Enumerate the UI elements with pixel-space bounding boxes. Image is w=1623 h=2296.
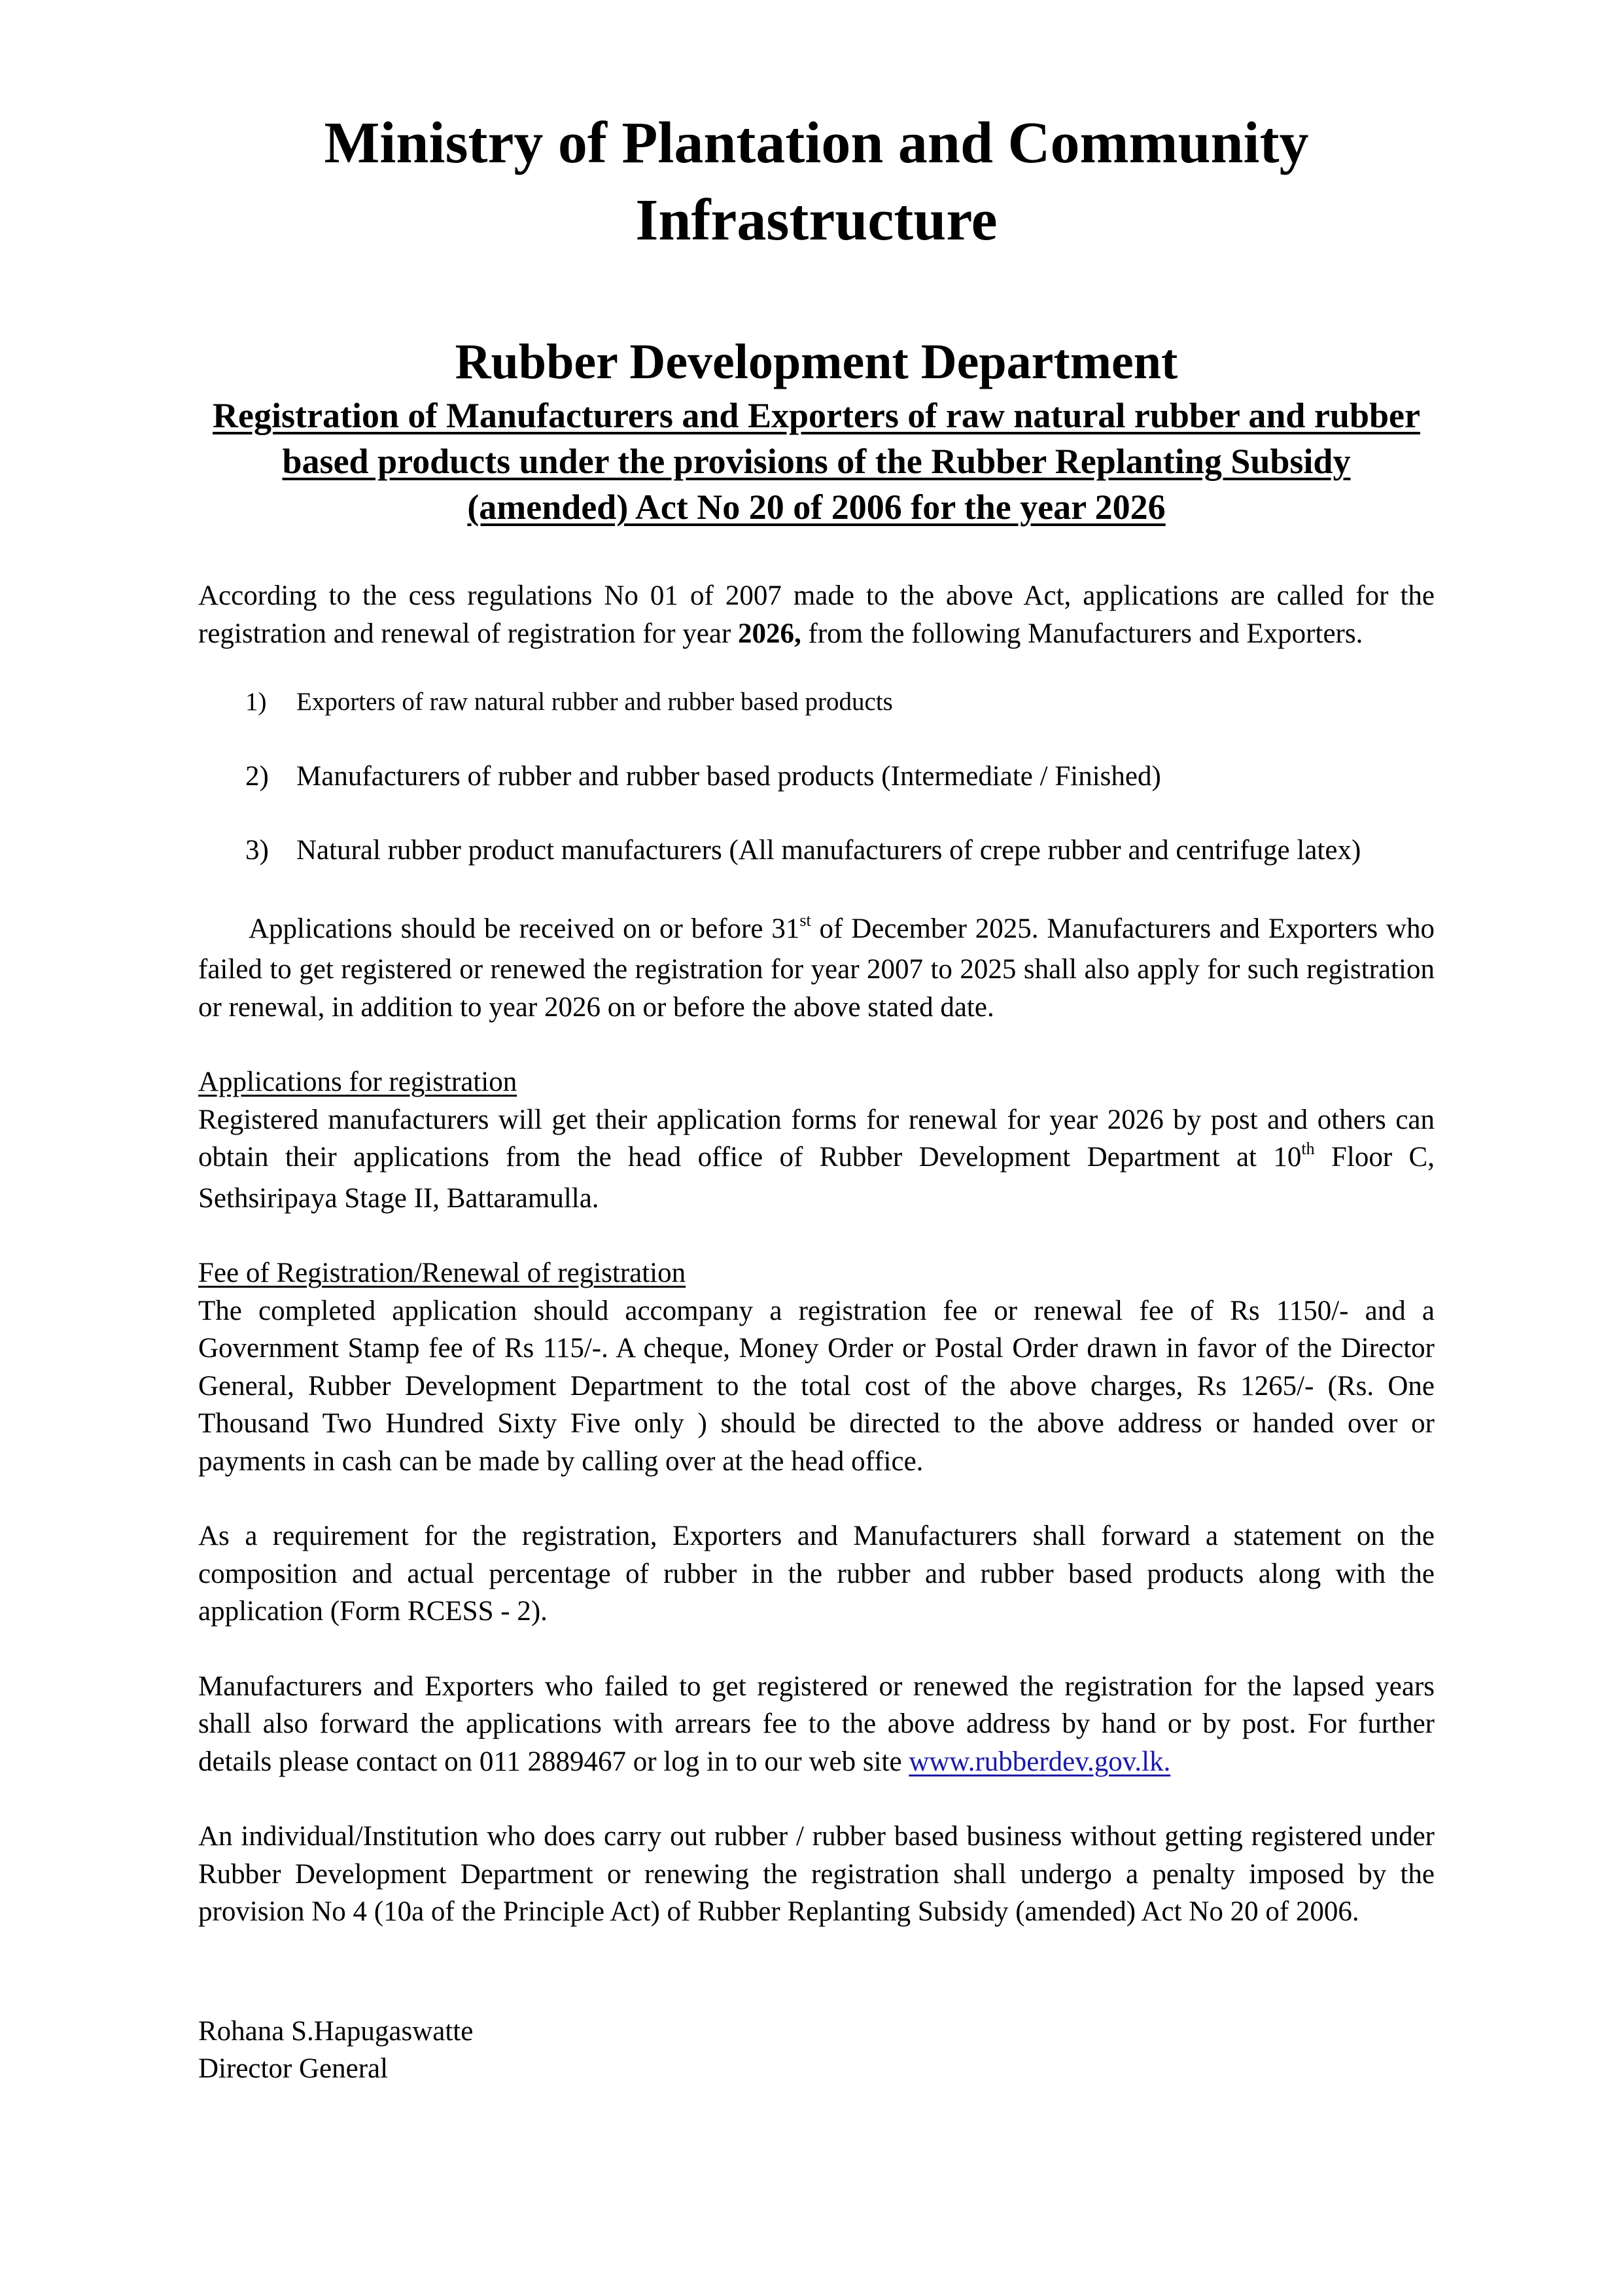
- notice-document: [198, 105, 1435, 2088]
- deadline-paragraph: Applications should be received on or before 31st of December 2025. Manufacturers and Exporters who failed to get registered or renewed the registration for year 2007 to 2025 shall also apply for such registration or renewal, in addition to year 2026 on or before the above stated date.: [198, 910, 1435, 1023]
- requirement-paragraph: As a requirement for the registration, Exporters and Manufacturers shall forward a statement on the composition and actual percentage of rubber in the rubber and rubber based products along with the application (Form RCESS - 2).: [198, 1521, 1435, 1627]
- applications-heading: Applications for registration: [198, 1067, 517, 1097]
- list-item: 2) Manufacturers of rubber and rubber based products (Intermediate / Finished): [245, 760, 1161, 792]
- category-list: [198, 683, 1435, 870]
- fee-paragraph: The completed application should accompany a registration fee or renewal fee of Rs 1150/- and a Government Stamp fee of Rs 115/-. A cheque, Money Order or Postal Order drawn in favor of the Director General, Rubber Development Department to the total cost of the above charges, Rs 1265/- (Rs. One Thousand Two Hundred Sixty Five only ) should be directed to the above address or handed over or payments in cash can be made by calling over at the head office.: [198, 1295, 1435, 1477]
- signature-block: [198, 2013, 1435, 2088]
- website-link[interactable]: www.rubberdev.gov.lk.: [909, 1746, 1171, 1777]
- notice-subject: Registration of Manufacturers and Exporters of raw natural rubber and rubber based products under the provisions of the Rubber Replanting Subsidy (amended) Act No 20 of 2006 for the year 2026: [213, 396, 1420, 527]
- list-item: 1) Exporters of raw natural rubber and rubber based products: [245, 688, 893, 716]
- intro-paragraph: According to the cess regulations No 01 of 2007 made to the above Act, applications are called for the registration and renewal of registration for year 2026, from the following Manufacturers and Exporters.: [198, 580, 1435, 649]
- intro-year: 2026,: [738, 618, 801, 649]
- list-item: 3) Natural rubber product manufacturers (All manufacturers of crepe rubber and centrifuge latex): [245, 835, 1361, 866]
- ministry-title: Ministry of Plantation and Community Infrastructure: [324, 111, 1309, 253]
- signatory-name: Rohana S.Hapugaswatte: [198, 2015, 474, 2047]
- penalty-paragraph: An individual/Institution who does carry out rubber / rubber based business without getting registered under Rubber Development Department or renewing the registration shall undergo a penalty imposed by the provision No 4 (10a of the Principle Act) of Rubber Replanting Subsidy (amended) Act No 20 of 2006.: [198, 1821, 1435, 1927]
- applications-paragraph: Registered manufacturers will get their application forms for renewal for year 2026 by post and others can obtain their applications from the head office of Rubber Development Department at 10th Floor C, Sethsiripaya Stage II, Battaramulla.: [198, 1104, 1435, 1214]
- fee-heading: Fee of Registration/Renewal of registration: [198, 1258, 686, 1288]
- signatory-title: Director General: [198, 2053, 389, 2084]
- arrears-paragraph: Manufacturers and Exporters who failed to get registered or renewed the registration for the lapsed years shall also forward the applications with arrears fee to the above address by hand or by post. For further details please contact on 011 2889467 or log in to our web site www.rubberdev.gov.lk.: [198, 1670, 1435, 1777]
- department-title: Rubber Development Department: [455, 334, 1178, 389]
